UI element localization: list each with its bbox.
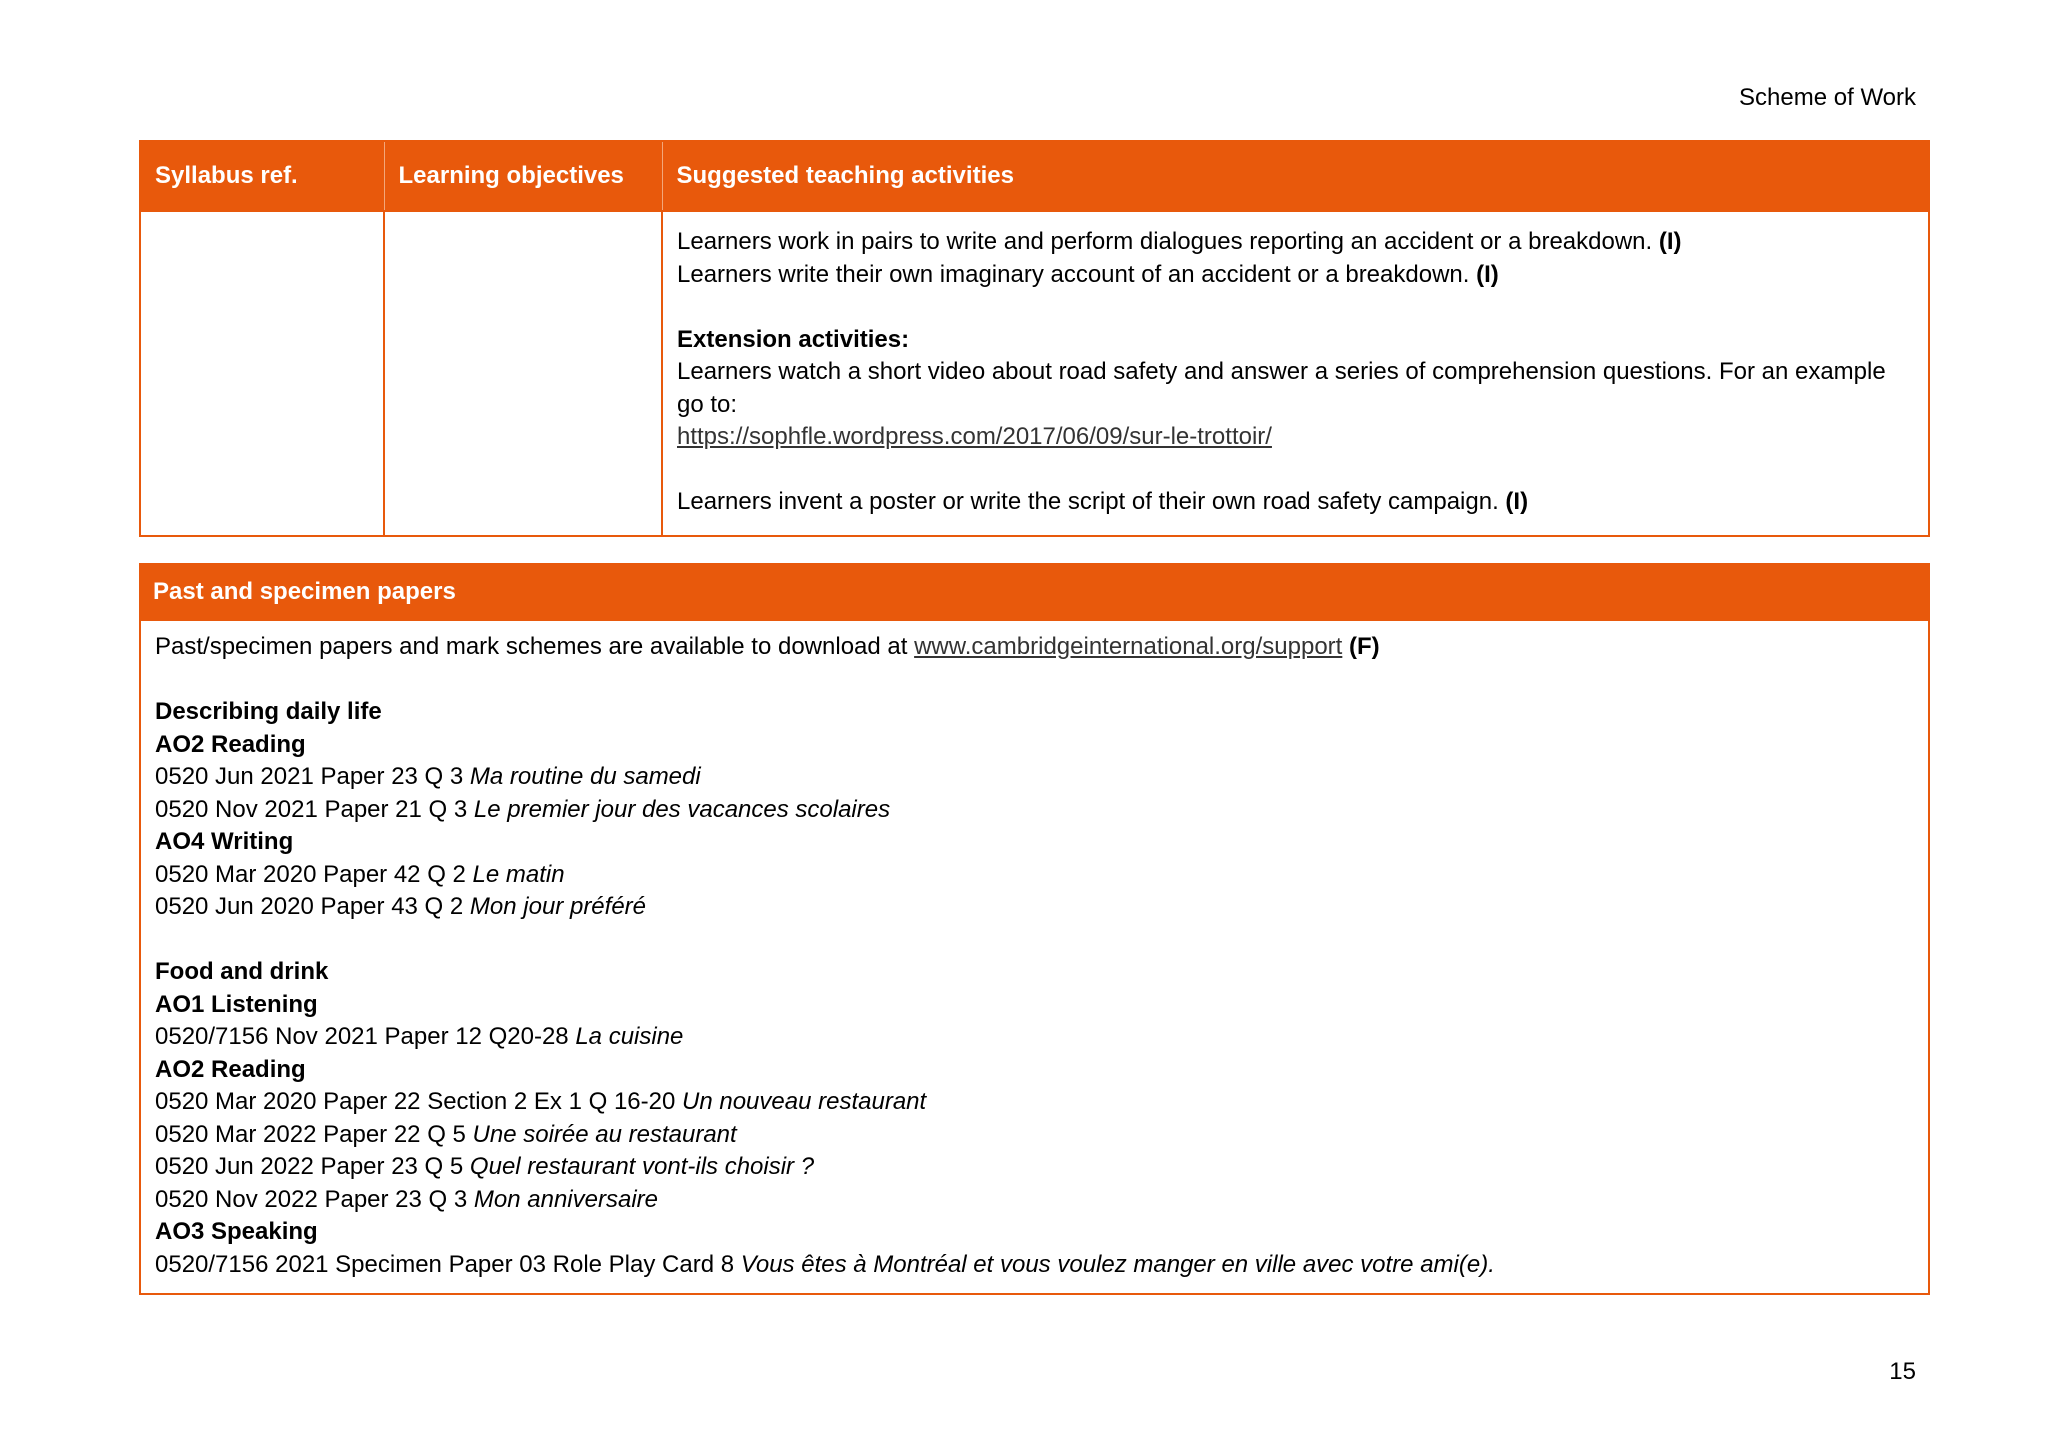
scheme-of-work-table bbox=[139, 140, 1930, 537]
assessment-objective-heading: AO4 Writing bbox=[155, 828, 294, 855]
paper-title: Le matin bbox=[472, 860, 565, 888]
paper-ref: 0520 Jun 2021 Paper 23 Q 3 bbox=[155, 763, 464, 790]
paper-ref: 0520 Nov 2022 Paper 23 Q 3 bbox=[155, 1185, 468, 1213]
extension-text: Learners invent a poster or write the script of their own road safety campaign. bbox=[677, 488, 1499, 515]
cambridge-support-link[interactable]: www.cambridgeinternational.org/support bbox=[914, 633, 1343, 660]
teaching-activities-cell bbox=[662, 211, 1929, 536]
running-header: Scheme of Work bbox=[1739, 84, 1916, 111]
past-papers-panel bbox=[139, 563, 1930, 1295]
paper-ref: 0520 Mar 2020 Paper 42 Q 2 bbox=[155, 860, 466, 888]
assessment-objective-heading: AO1 Listening bbox=[155, 990, 318, 1018]
paper-entry bbox=[155, 1151, 1914, 1184]
table-row bbox=[140, 211, 1929, 536]
extension-item: Learners watch a short video about road safety and answer a series of comprehension questions. For an example go to: bbox=[677, 358, 1886, 418]
syllabus-ref-cell bbox=[140, 211, 384, 536]
paper-ref: 0520/7156 Nov 2021 Paper 12 Q20-28 bbox=[155, 1023, 569, 1050]
activity-item bbox=[677, 259, 1914, 292]
paper-ref: 0520 Mar 2022 Paper 22 Q 5 bbox=[155, 1120, 466, 1148]
assessment-objective-heading: AO2 Reading bbox=[155, 730, 306, 758]
column-header-learning-objectives: Learning objectives bbox=[384, 141, 662, 211]
learning-objectives-cell bbox=[384, 211, 662, 536]
activity-item bbox=[677, 226, 1914, 259]
activity-text: Learners write their own imaginary account of an accident or a breakdown. bbox=[677, 260, 1470, 288]
extension-video-link[interactable]: https://sophfle.wordpress.com/2017/06/09/sur-le-trottoir/ bbox=[677, 423, 1272, 450]
paper-entry bbox=[155, 794, 1914, 827]
past-papers-body bbox=[141, 621, 1928, 1293]
topic-heading: Food and drink bbox=[155, 958, 329, 985]
topic-heading: Describing daily life bbox=[155, 698, 382, 725]
assessment-objective-heading: AO3 Speaking bbox=[155, 1218, 318, 1245]
paper-title: Vous êtes à Montréal et vous voulez manger en ville avec votre ami(e). bbox=[740, 1250, 1495, 1278]
paper-ref: 0520 Jun 2022 Paper 23 Q 5 bbox=[155, 1153, 464, 1180]
extension-item bbox=[677, 486, 1914, 519]
intro-text: Past/specimen papers and mark schemes are available to download at bbox=[155, 633, 908, 660]
past-papers-intro bbox=[155, 631, 1914, 664]
paper-entry bbox=[155, 1184, 1914, 1217]
past-papers-heading: Past and specimen papers bbox=[139, 563, 1930, 621]
activity-tag: (I) bbox=[1505, 488, 1529, 515]
paper-title: Une soirée au restaurant bbox=[472, 1120, 737, 1148]
extension-heading: Extension activities: bbox=[677, 325, 910, 353]
column-header-syllabus-ref: Syllabus ref. bbox=[140, 141, 384, 211]
activity-tag: (I) bbox=[1476, 260, 1499, 288]
column-header-teaching-activities: Suggested teaching activities bbox=[662, 141, 1929, 211]
paper-ref: 0520 Nov 2021 Paper 21 Q 3 bbox=[155, 795, 468, 823]
paper-ref: 0520 Jun 2020 Paper 43 Q 2 bbox=[155, 893, 464, 920]
paper-title: Ma routine du samedi bbox=[469, 763, 701, 790]
activity-text: Learners work in pairs to write and perform dialogues reporting an accident or a breakdown. bbox=[677, 228, 1653, 255]
paper-entry bbox=[155, 1086, 1914, 1119]
paper-title: Mon jour préféré bbox=[469, 893, 647, 920]
paper-title: Mon anniversaire bbox=[473, 1185, 658, 1213]
paper-ref: 0520 Mar 2020 Paper 22 Section 2 Ex 1 Q 16-20 bbox=[155, 1088, 676, 1115]
paper-ref: 0520/7156 2021 Specimen Paper 03 Role Play Card 8 bbox=[155, 1250, 735, 1278]
paper-title: La cuisine bbox=[575, 1023, 684, 1050]
paper-title: Le premier jour des vacances scolaires bbox=[473, 795, 891, 823]
assessment-objective-heading: AO2 Reading bbox=[155, 1055, 306, 1083]
paper-entry bbox=[155, 761, 1914, 794]
table-header-row bbox=[140, 141, 1929, 211]
paper-entry bbox=[155, 1119, 1914, 1152]
paper-entry bbox=[155, 1249, 1914, 1282]
paper-entry bbox=[155, 859, 1914, 892]
paper-title: Quel restaurant vont-ils choisir ? bbox=[469, 1153, 815, 1180]
activity-tag: (I) bbox=[1658, 228, 1682, 255]
intro-tag: (F) bbox=[1349, 633, 1380, 660]
paper-title: Un nouveau restaurant bbox=[682, 1088, 927, 1115]
paper-entry bbox=[155, 891, 1914, 924]
page-number: 15 bbox=[1889, 1358, 1916, 1385]
paper-entry bbox=[155, 1021, 1914, 1054]
